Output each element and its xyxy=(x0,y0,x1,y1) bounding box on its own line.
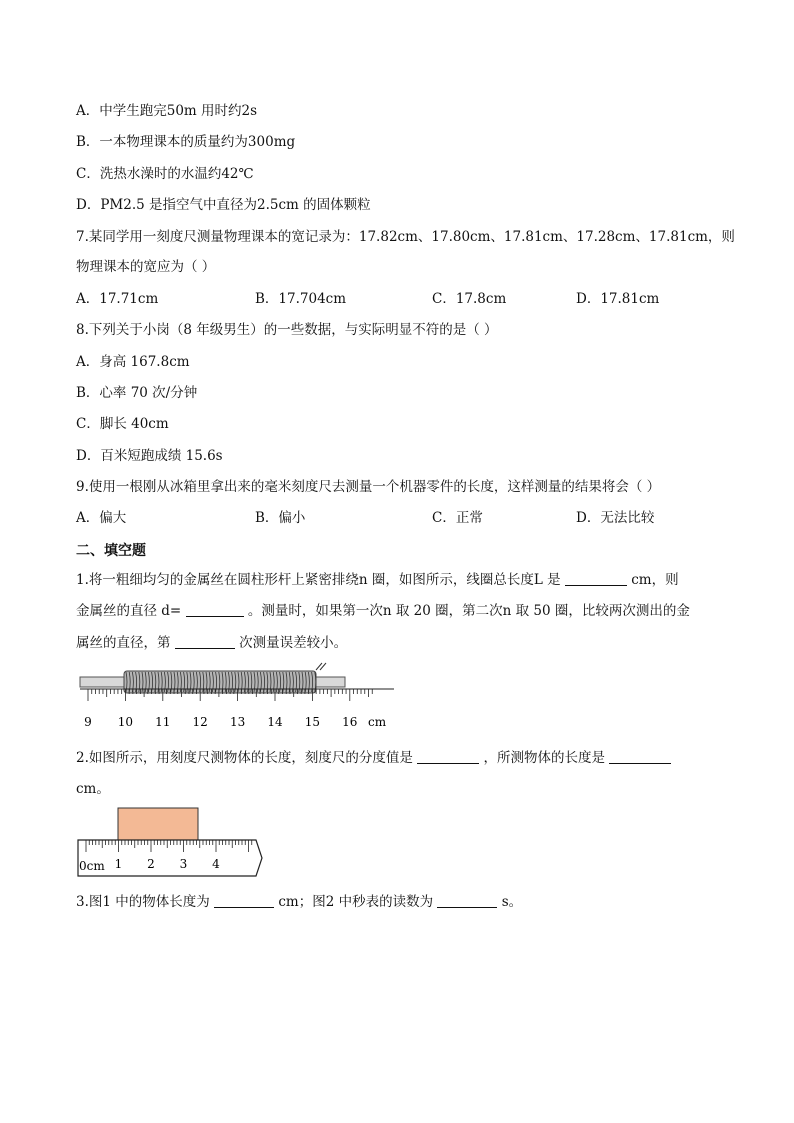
answer-blank[interactable] xyxy=(175,634,235,649)
fill2-line1-text: 2.如图所示，用刻度尺测物体的长度，刻度尺的分度值是 xyxy=(76,750,413,766)
ruler-zero-label: 0cm xyxy=(79,859,105,873)
q7-option-c: C．17.8cm xyxy=(432,291,507,307)
q6-option-b: B．一本物理课本的质量约为300mg xyxy=(76,134,296,150)
fill1-line3-rest: 次测量误差较小。 xyxy=(239,635,348,651)
fill1-line1-text: 1.将一粗细均匀的金属丝在圆柱形杆上紧密排绕n 圈，如图所示，线圈总长度L 是 xyxy=(76,572,561,588)
q7-option-b: B．17.704cm xyxy=(255,291,347,307)
ruler-label: 4 xyxy=(212,857,220,871)
fill1-line2 xyxy=(76,602,690,620)
q7-stem-line2: 物理课本的宽应为（ ） xyxy=(76,259,216,275)
section-title: 二、填空题 xyxy=(76,543,146,559)
q6-option-a: A．中学生跑完50m 用时约2s xyxy=(76,103,258,119)
ruler-label: 12 xyxy=(192,715,208,729)
ruler-label: 15 xyxy=(304,715,321,729)
coil-ruler-figure xyxy=(76,662,398,732)
q8-stem: 8.下列关于小岗（8 年级男生）的一些数据，与实际明显不符的是（ ） xyxy=(76,322,498,338)
q7-option-a: A．17.71cm xyxy=(76,291,159,307)
ruler-label: 9 xyxy=(84,715,92,729)
fill1-line1 xyxy=(76,571,679,589)
ruler-label: 13 xyxy=(229,715,246,729)
fill3-post: s。 xyxy=(501,894,523,910)
ruler-unit: cm xyxy=(368,715,387,729)
q8-option-a: A．身高 167.8cm xyxy=(76,354,190,370)
fill1-line2-text: 金属丝的直径 d= xyxy=(76,603,182,619)
ruler-label: 11 xyxy=(155,715,171,729)
ruler-body xyxy=(78,840,262,876)
fill1-line3 xyxy=(76,634,347,652)
q7-option-d: D．17.81cm xyxy=(576,291,660,307)
ruler-label: 1 xyxy=(114,857,123,871)
q9-option-b: B．偏小 xyxy=(255,510,306,526)
q7-stem-line1: 7.某同学用一刻度尺测量物理课本的宽记录为：17.82cm、17.80cm、17.81cm、17.28cm、17.81cm，则 xyxy=(76,229,735,245)
block-ruler-figure xyxy=(76,806,266,880)
q8-option-c: C．脚长 40cm xyxy=(76,416,169,432)
answer-blank[interactable] xyxy=(214,893,274,908)
q9-option-a: A．偏大 xyxy=(76,510,127,526)
fill1-line3-text: 属丝的直径，第 xyxy=(76,635,171,651)
fill1-line1-unit: cm，则 xyxy=(631,572,679,588)
fill3-mid: cm；图2 中秒表的读数为 xyxy=(278,894,434,910)
fill3-line xyxy=(76,893,522,911)
q9-stem: 9.使用一根刚从冰箱里拿出来的毫米刻度尺去测量一个机器零件的长度，这样测量的结果将会（ ） xyxy=(76,479,661,495)
q9-option-d: D．无法比较 xyxy=(576,510,655,526)
ruler-label: 16 xyxy=(342,715,358,729)
answer-blank[interactable] xyxy=(437,893,497,908)
fill1-line2-rest: 。测量时，如果第一次n 取 20 圈，第二次n 取 50 圈，比较两次测出的金 xyxy=(247,603,690,619)
q6-option-c: C．洗热水澡时的水温约42℃ xyxy=(76,166,254,182)
q8-option-b: B．心率 70 次/分钟 xyxy=(76,385,198,401)
fill2-line1 xyxy=(76,749,671,767)
fill3-text: 3.图1 中的物体长度为 xyxy=(76,894,210,910)
ruler-label: 3 xyxy=(179,857,188,871)
ruler-label: 2 xyxy=(147,857,155,871)
ruler-label: 10 xyxy=(117,715,134,729)
q6-option-d: D．PM2.5 是指空气中直径为2.5cm 的固体颗粒 xyxy=(76,197,371,213)
ruler-labels xyxy=(84,715,357,729)
answer-blank[interactable] xyxy=(565,571,627,586)
fill2-line2: cm。 xyxy=(76,781,110,797)
answer-blank[interactable] xyxy=(186,602,244,617)
answer-blank[interactable] xyxy=(417,749,479,764)
fill2-line1-mid: ，所测物体的长度是 xyxy=(483,750,605,766)
answer-blank[interactable] xyxy=(609,749,671,764)
q9-option-c: C．正常 xyxy=(432,510,483,526)
measured-block xyxy=(118,808,198,840)
q8-option-d: D．百米短跑成绩 15.6s xyxy=(76,448,223,464)
ruler-label: 14 xyxy=(267,715,283,729)
break-mark xyxy=(316,663,326,670)
